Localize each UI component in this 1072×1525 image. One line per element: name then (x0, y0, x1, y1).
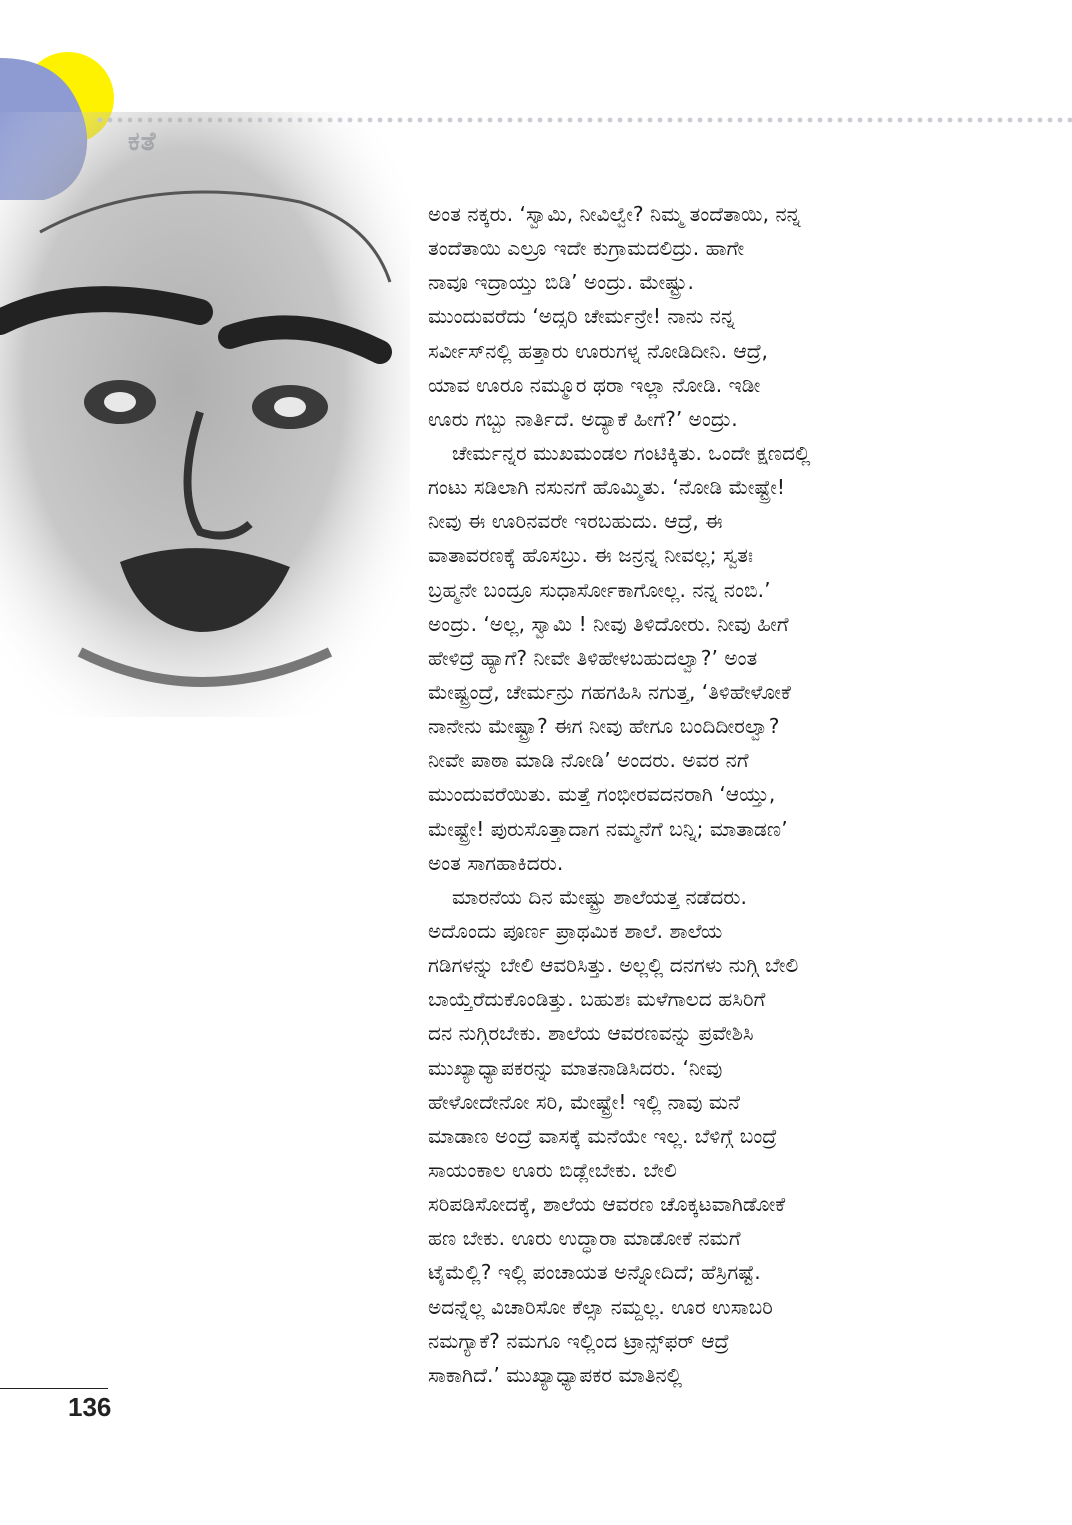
footer-rule (0, 1388, 108, 1389)
story-line: ಯಾವ ಊರೂ ನಮ್ಮೂರ ಥರಾ ಇಲ್ಲಾ ನೋಡಿ. ಇಡೀ (428, 372, 761, 397)
story-line: ಅದನ್ನೆಲ್ಲ ವಿಚಾರಿಸೋ ಕೆಲ್ಸಾ ನಮ್ದಲ್ಲ. ಊರ ಉಸಾಬರಿ (428, 1294, 773, 1319)
story-line: ಅಂದ್ರು. ‘ಅಲ್ಲ, ಸ್ವಾಮಿ ! ನೀವು ತಿಳಿದೋರು. ನೀವು ಹೀಗೆ (428, 611, 789, 636)
story-line: ಅಂತ ನಕ್ಕರು. ‘ಸ್ವಾಮಿ, ನೀವಿಲ್ವೇ? ನಿಮ್ಮ ತಂದೆತಾಯಿ, ನನ್ನ (428, 202, 801, 226)
story-line: ಸಾಯಂಕಾಲ ಊರು ಬಿಡ್ಲೇಬೇಕು. ಬೇಲಿ (428, 1157, 677, 1182)
story-line: ದನ ನುಗ್ಗಿರಬೇಕು. ಶಾಲೆಯ ಆವರಣವನ್ನು ಪ್ರವೇಶಿಸಿ (428, 1021, 754, 1046)
story-line: ಗಂಟು ಸಡಿಲಾಗಿ ನಸುನಗೆ ಹೊಮ್ಮಿತು. ‘ನೋಡಿ ಮೇಷ್ಟ್ರೇ! (428, 475, 785, 500)
story-line: ಸರ್ವೀಸ್‌ನಲ್ಲಿ ಹತ್ತಾರು ಊರುಗಳ್ನ ನೋಡಿದೀನಿ. ಆದ್ರೆ, (428, 338, 768, 363)
story-line: ಮಾಡಾಣ ಅಂದ್ರೆ ವಾಸಕ್ಕೆ ಮನೆಯೇ ಇಲ್ಲ. ಬೆಳಿಗ್ಗೆ ಬಂದ್ರೆ (428, 1123, 778, 1148)
story-line: ಗಡಿಗಳನ್ನು ಬೇಲಿ ಆವರಿಸಿತ್ತು. ಅಲ್ಲಲ್ಲಿ ದನಗಳು ನುಗ್ಗಿ ಬೇಲಿ (428, 953, 799, 978)
story-line: ನೀವು ಈ ಊರಿನವರೇ ಇರಬಹುದು. ಆದ್ರೆ, ಈ (428, 509, 723, 534)
story-line: ಅದೊಂದು ಪೂರ್ಣ ಪ್ರಾಥಮಿಕ ಶಾಲೆ. ಶಾಲೆಯ (428, 918, 723, 943)
story-line: ಬ್ರಹ್ಮನೇ ಬಂದ್ರೂ ಸುಧಾರ್ಸೋಕಾಗೋಲ್ಲ. ನನ್ನ ನಂಬಿ.’ (428, 577, 771, 602)
story-line: ಹೇಳೋದೇನೋ ಸರಿ, ಮೇಷ್ಟ್ರೇ! ಇಲ್ಲಿ ನಾವು ಮನೆ (428, 1089, 741, 1114)
sketch-portrait-icon (0, 112, 410, 717)
story-line: ಮುಂದುವರೆದು ‘ಅದ್ಸರಿ ಚೇರ್ಮನ್ರೇ! ನಾನು ನನ್ನ (428, 304, 735, 329)
page-number: 136 (68, 1392, 112, 1422)
story-line: ಊರು ಗಬ್ಬು ನಾರ್ತಿದೆ. ಅದ್ಯಾಕೆ ಹೀಗೆ?’ ಅಂದ್ರು. (428, 406, 738, 431)
story-line: ನಮಗ್ಯಾಕೆ? ನಮಗೂ ಇಲ್ಲಿಂದ ಟ್ರಾನ್ಸ್‌ಫರ್ ಆದ್ರೆ (428, 1328, 730, 1353)
story-line: ಅಂತ ಸಾಗಹಾಕಿದರು. (428, 850, 564, 875)
story-line: ಸಾಕಾಗಿದೆ.’ ಮುಖ್ಯಾಧ್ಯಾಪಕರ ಮಾತಿನಲ್ಲಿ (428, 1362, 683, 1387)
story-line: ಮುಖ್ಯಾಧ್ಯಾಪಕರನ್ನು ಮಾತನಾಡಿಸಿದರು. ‘ನೀವು (428, 1055, 723, 1080)
story-line: ಮೇಷ್ಟ್ರಂದ್ರೆ, ಚೇರ್ಮನ್ರು ಗಹಗಹಿಸಿ ನಗುತ್ತ, ‘ತಿಳಿಹೇಳೋಕೆ (428, 679, 791, 704)
story-line: ನೀವೇ ಪಾಠಾ ಮಾಡಿ ನೋಡಿ’ ಅಂದರು. ಅವರ ನಗೆ (428, 748, 749, 773)
story-line: ನಾವೂ ಇದ್ರಾಯ್ತು ಬಿಡಿ’ ಅಂದ್ರು. ಮೇಷ್ಟ್ರು. (428, 270, 694, 295)
story-line: ವಾತಾವರಣಕ್ಕೆ ಹೊಸಬ್ರು. ಈ ಜನ್ರನ್ನ ನೀವಲ್ಲ; ಸ್ವತಃ (428, 543, 754, 568)
story-line: ಹಣ ಬೇಕು. ಊರು ಉದ್ಧಾರಾ ಮಾಡೋಕೆ ನಮಗೆ (428, 1226, 741, 1251)
story-line: ಟೈಮೆಲ್ಲಿ? ಇಲ್ಲಿ ಪಂಚಾಯತ ಅನ್ನೋದಿದೆ; ಹೆಸ್ರಿಗಷ್ಟೆ. (428, 1260, 761, 1285)
story-line: ತಂದೆತಾಯಿ ಎಲ್ರೂ ಇದೇ ಕುಗ್ರಾಮದಲಿದ್ರು. ಹಾಗೇ (428, 236, 745, 261)
story-text (428, 197, 928, 1392)
story-line: ಮೇಷ್ಟ್ರೇ! ಪುರುಸೊತ್ತಾದಾಗ ನಮ್ಮನೆಗೆ ಬನ್ನಿ; ಮಾತಾಡಣ’ (428, 816, 788, 841)
story-line: ಬಾಯ್ತೆರೆದುಕೊಂಡಿತ್ತು. ಬಹುಶಃ ಮಳೆಗಾಲದ ಹಸಿರಿಗೆ (428, 987, 766, 1012)
story-line: ಚೇರ್ಮನ್ನರ ಮುಖಮಂಡಲ ಗಂಟಿಕ್ಕಿತು. ಒಂದೇ ಕ್ಷಣದಲ್ಲಿ (452, 440, 811, 465)
story-line: ಹೇಳಿದ್ರೆ ಹ್ಯಾಗೆ? ನೀವೇ ತಿಳಿಹೇಳಬಹುದಲ್ವಾ?’ ಅಂತ (428, 645, 758, 670)
story-line: ನಾನೇನು ಮೇಷ್ಟ್ರಾ? ಈಗ ನೀವು ಹೇಗೂ ಬಂದಿದೀರಲ್ವಾ? (428, 714, 780, 739)
story-line: ಮುಂದುವರೆಯಿತು. ಮತ್ತೆ ಗಂಭೀರವದನರಾಗಿ ‘ಆಯ್ತು, (428, 782, 776, 807)
story-line: ಮಾರನೆಯ ದಿನ ಮೇಷ್ಟ್ರು ಶಾಲೆಯತ್ತ ನಡೆದರು. (452, 884, 747, 909)
story-line: ಸರಿಪಡಿಸೋದಕ್ಕೆ, ಶಾಲೆಯ ಆವರಣ ಚೊಕ್ಕಟವಾಗಿಡೋಕೆ (428, 1192, 786, 1217)
